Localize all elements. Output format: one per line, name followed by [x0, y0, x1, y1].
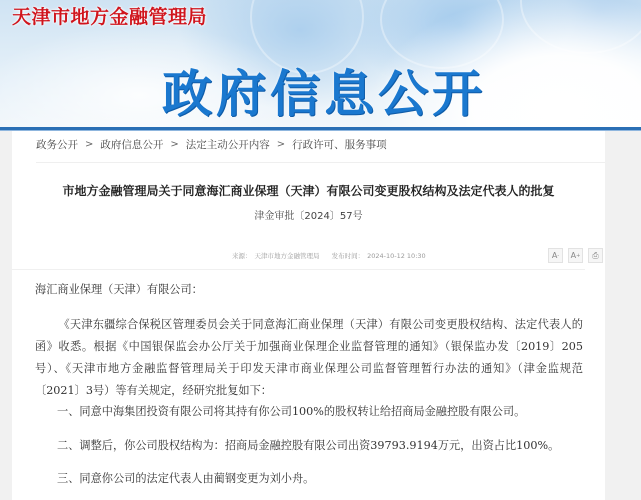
header-banner	[0, 0, 641, 128]
font-decrease-icon: A	[551, 251, 558, 260]
document-title: 市地方金融管理局关于同意海汇商业保理（天津）有限公司变更股权结构及法定代表人的批复	[62, 184, 555, 198]
breadcrumb-divider	[36, 162, 605, 163]
breadcrumb-item-gov-info[interactable]: 政府信息公开	[100, 139, 164, 151]
source-value: 天津市地方金融管理局	[254, 252, 320, 260]
breadcrumb-item-statutory-content[interactable]: 法定主动公开内容	[185, 139, 270, 151]
site-name-logo[interactable]: 天津市地方金融管理局	[12, 6, 208, 28]
breadcrumb	[36, 137, 387, 152]
document-meta	[232, 251, 429, 260]
font-increase-button[interactable]: A +	[568, 248, 583, 263]
breadcrumb-separator: >	[170, 139, 179, 150]
intro-paragraph: 《天津东疆综合保税区管理委员会关于同意海汇商业保理（天津）有限公司变更股权结构、法定代表人的函》收悉。根据《中国银保监会办公厅关于加强商业保理企业监督管理的通知》（银保监办发〔2019〕205号）、《天津市地方金融监督管理局关于印发天津市商业保理公司监督管理暂行办法的通知》（津金监规范〔2021〕3号）等有关规定，经研究批复如下：	[35, 318, 583, 397]
banner-title: 政府信息公开	[162, 65, 486, 123]
meta-divider	[12, 269, 585, 270]
approval-item-2: 二、调整后，你公司股权结构为：招商局金融控股有限公司出资39793.9194万元，出资占比100%。	[57, 439, 560, 452]
approval-item-1: 一、同意中海集团投资有限公司将其持有你公司100%的股权转让给招商局金融控股有限公司。	[57, 405, 526, 418]
breadcrumb-item-gov-affairs[interactable]: 政务公开	[36, 139, 78, 151]
font-increase-icon: A	[570, 251, 577, 260]
content-panel	[12, 131, 605, 500]
decorative-rose	[520, 0, 641, 54]
breadcrumb-separator: >	[276, 139, 286, 150]
salutation: 海汇商业保理（天津）有限公司：	[35, 283, 203, 296]
print-button[interactable]	[588, 248, 603, 263]
source-label: 来源：	[232, 252, 252, 260]
document-tools	[548, 248, 603, 263]
font-decrease-button[interactable]: A -	[548, 248, 563, 263]
date-label: 发布时间：	[331, 252, 365, 260]
approval-item-3: 三、同意你公司的法定代表人由蔺钢变更为刘小舟。	[57, 472, 315, 485]
breadcrumb-item-admin-licensing[interactable]: 行政许可、服务事项	[292, 139, 387, 151]
breadcrumb-separator: >	[85, 139, 94, 150]
document-number: 津金审批〔2024〕57号	[254, 211, 363, 222]
print-icon: ⎙	[592, 250, 599, 260]
date-value: 2024-10-12 10:30	[367, 252, 426, 260]
